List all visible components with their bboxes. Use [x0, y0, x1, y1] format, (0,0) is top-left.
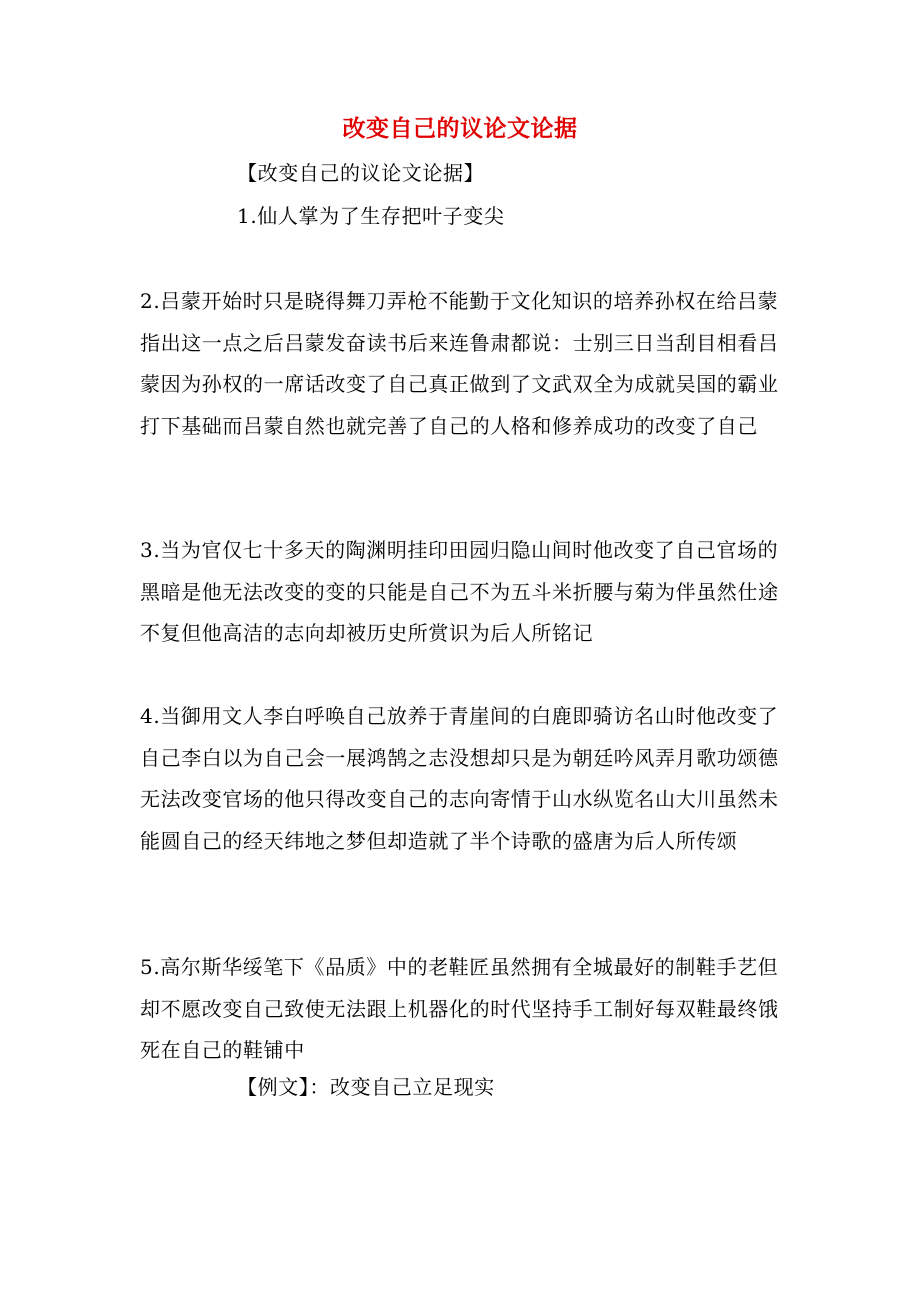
list-item-1: 1.仙人掌为了生存把叶子变尖 [237, 204, 505, 228]
document-subtitle: 【改变自己的议论文论据】 [237, 161, 485, 185]
document-title: 改变自己的议论文论据 [342, 115, 578, 142]
list-item-4: 4.当御用文人李白呼唤自己放养于青崖间的白鹿即骑访名山时他改变了自己李白以为自己会一展鸿鹄之志没想却只是为朝廷吟风弄月歌功颂德无法改变官场的他只得改变自己的志向寄情于山水纵览名山大川虽然未能圆自己的经天纬地之梦但却造就了半个诗歌的盛唐为后人所传颂 [140, 704, 779, 853]
list-item-3: 3.当为官仅七十多天的陶渊明挂印田园归隐山间时他改变了自己官场的黑暗是他无法改变的变的只能是自己不为五斗米折腰与菊为伴虽然仕途不复但他高洁的志向却被历史所赏识为后人所铭记 [140, 538, 779, 645]
example-heading: 【例文】：改变自己立足现实 [237, 1075, 495, 1099]
list-item-5: 5.高尔斯华绥笔下《品质》中的老鞋匠虽然拥有全城最好的制鞋手艺但却不愿改变自己致使无法跟上机器化的时代坚持手工制好每双鞋最终饿死在自己的鞋铺中 [140, 955, 779, 1062]
list-item-2: 2.吕蒙开始时只是晓得舞刀弄枪不能勤于文化知识的培养孙权在给吕蒙指出这一点之后吕蒙发奋读书后来连鲁肃都说：士别三日当刮目相看吕蒙因为孙权的一席话改变了自己真正做到了文武双全为成就吴国的霸业打下基础而吕蒙自然也就完善了自己的人格和修养成功的改变了自己 [140, 289, 779, 438]
